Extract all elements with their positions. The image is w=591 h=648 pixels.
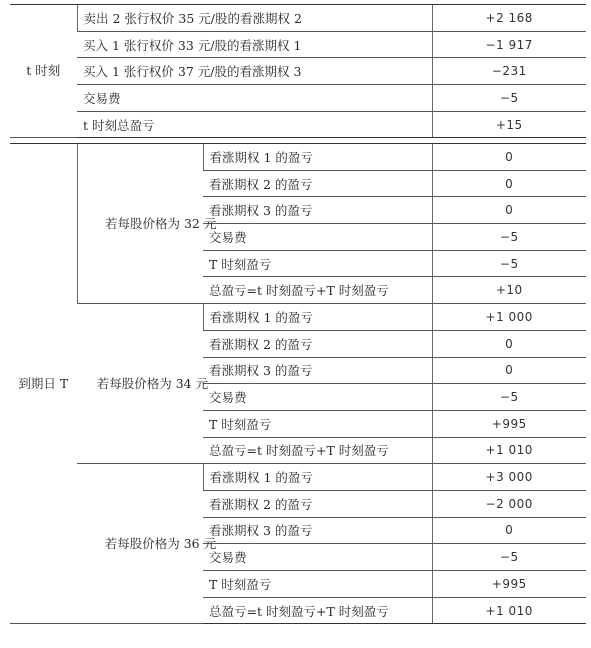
row-item: T 时刻盈亏 xyxy=(203,410,432,437)
row-value: 0 xyxy=(432,357,586,384)
row-item: 看涨期权 3 的盈亏 xyxy=(203,357,432,384)
row-item: 总盈亏=t 时刻盈亏+T 时刻盈亏 xyxy=(203,437,432,464)
row-item: T 时刻盈亏 xyxy=(203,571,432,598)
row-value: +995 xyxy=(432,571,586,598)
row-item: 买入 1 张行权价 33 元/股的看涨期权 1 xyxy=(77,31,432,58)
row-value: −1 917 xyxy=(432,31,586,58)
T-period-label: 到期日 T xyxy=(10,144,77,624)
row-value: −2 000 xyxy=(432,490,586,517)
row-value: 0 xyxy=(432,330,586,357)
row-value: 0 xyxy=(432,144,586,171)
table-row xyxy=(10,5,586,32)
row-item: 交易费 xyxy=(203,224,432,251)
row-item: 看涨期权 3 的盈亏 xyxy=(203,197,432,224)
row-item: 看涨期权 1 的盈亏 xyxy=(203,464,432,491)
scenario-label: 若每股价格为 36 元 xyxy=(77,464,203,624)
row-item: 看涨期权 1 的盈亏 xyxy=(203,304,432,331)
table-row xyxy=(10,111,586,138)
table-row xyxy=(10,85,586,112)
row-value: +3 000 xyxy=(432,464,586,491)
row-item: t 时刻总盈亏 xyxy=(77,111,432,138)
row-value: −5 xyxy=(432,384,586,411)
row-item: 看涨期权 2 的盈亏 xyxy=(203,490,432,517)
row-item: 买入 1 张行权价 37 元/股的看涨期权 3 xyxy=(77,58,432,85)
row-value: 0 xyxy=(432,170,586,197)
row-value: +2 168 xyxy=(432,5,586,32)
row-value: +1 010 xyxy=(432,597,586,624)
row-item: 交易费 xyxy=(77,85,432,112)
row-item: 总盈亏=t 时刻盈亏+T 时刻盈亏 xyxy=(203,277,432,304)
row-value: +10 xyxy=(432,277,586,304)
profit-loss-table xyxy=(10,4,586,138)
row-value: −5 xyxy=(432,224,586,251)
row-value: +1 000 xyxy=(432,304,586,331)
row-item: 交易费 xyxy=(203,544,432,571)
row-value: 0 xyxy=(432,197,586,224)
row-value: −5 xyxy=(432,85,586,112)
table-row xyxy=(10,304,586,331)
row-item: 看涨期权 2 的盈亏 xyxy=(203,170,432,197)
t-period-label: t 时刻 xyxy=(10,5,77,138)
table-row xyxy=(10,31,586,58)
row-item: 卖出 2 张行权价 35 元/股的看涨期权 2 xyxy=(77,5,432,32)
table-row xyxy=(10,464,586,491)
row-value: +1 010 xyxy=(432,437,586,464)
row-item: T 时刻盈亏 xyxy=(203,250,432,277)
row-value: +995 xyxy=(432,410,586,437)
row-item: 总盈亏=t 时刻盈亏+T 时刻盈亏 xyxy=(203,597,432,624)
row-item: 交易费 xyxy=(203,384,432,411)
scenario-label: 若每股价格为 32 元 xyxy=(77,144,203,304)
expiry-table xyxy=(10,143,586,624)
row-value: −5 xyxy=(432,544,586,571)
row-value: −231 xyxy=(432,58,586,85)
row-value: −5 xyxy=(432,250,586,277)
row-item: 看涨期权 1 的盈亏 xyxy=(203,144,432,171)
table-row xyxy=(10,58,586,85)
table-row xyxy=(10,144,586,171)
row-value: +15 xyxy=(432,111,586,138)
scenario-label: 若每股价格为 34 元 xyxy=(77,304,203,464)
row-item: 看涨期权 3 的盈亏 xyxy=(203,517,432,544)
row-item: 看涨期权 2 的盈亏 xyxy=(203,330,432,357)
row-value: 0 xyxy=(432,517,586,544)
